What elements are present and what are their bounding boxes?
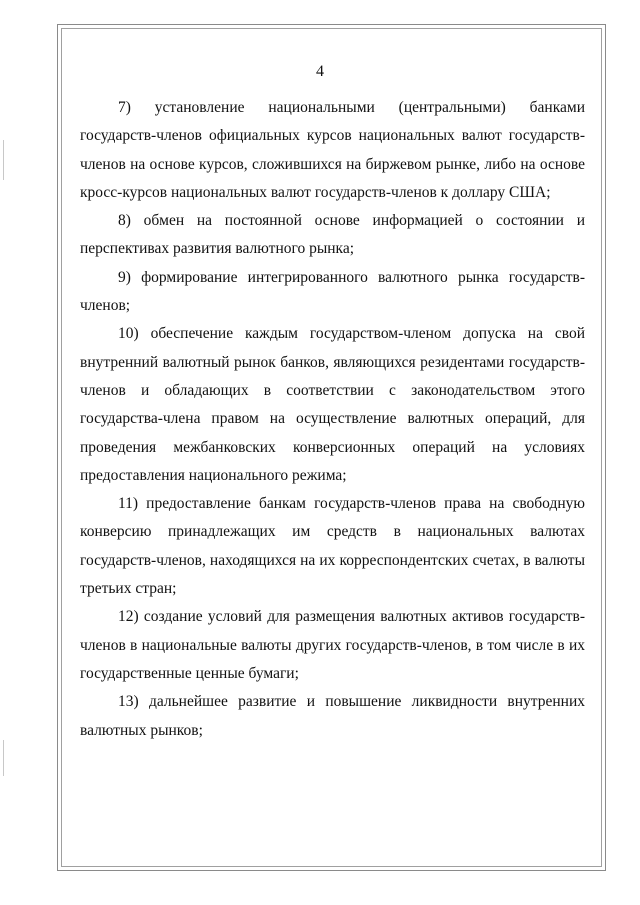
page-number: 4 [316, 63, 324, 80]
list-item: 7) установление национальными (центральными) банками государств-членов официальных курсов национальных валют государств-членов на основе курсов, сложившихся на биржевом рынке, либо на основе кросс-курсов национальных валют государств-членов к доллару США; [80, 99, 585, 201]
list-item: 10) обеспечение каждым государством-членом допуска на свой внутренний валютный рынок банков, являющихся резидентами государств-членов и обладающих в соответствии с законодательством этого государства-члена правом на осуществление валютных операций, для проведения межбанковских конверсионных операций на условиях предоставления национального режима; [80, 325, 585, 484]
document-body [80, 94, 585, 745]
scan-margin-mark [3, 140, 4, 180]
list-item: 8) обмен на постоянной основе информацией о состоянии и перспективах развития валютного рынка; [80, 212, 585, 258]
scan-margin-mark [3, 740, 4, 776]
list-item: 12) создание условий для размещения валютных активов государств-членов в национальные валюты других государств-членов, в том числе в их государственные ценные бумаги; [80, 608, 585, 682]
list-item: 13) дальнейшее развитие и повышение ликвидности внутренних валютных рынков; [80, 693, 585, 739]
list-item: 11) предоставление банкам государств-членов права на свободную конверсию принадлежащих им средств в национальных валютах государств-членов, находящихся на их корреспондентских счетах, в валюты третьих стран; [80, 495, 585, 598]
list-item: 9) формирование интегрированного валютного рынка государств-членов; [80, 268, 585, 315]
